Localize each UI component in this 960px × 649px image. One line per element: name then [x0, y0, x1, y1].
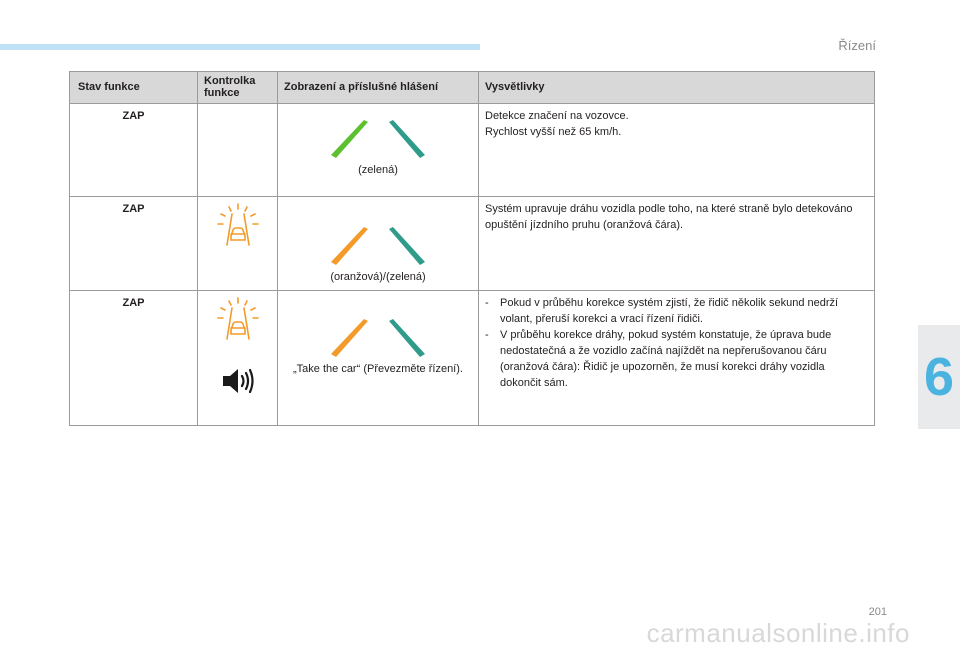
indicator-cell	[198, 104, 278, 197]
display-caption: (zelená)	[358, 164, 398, 177]
list-item: - Pokud v průběhu korekce systém zjistí, že řidič několik sekund nedrží volant, přeruší korekci a vrací řízení řidiči.	[485, 296, 868, 328]
header-indicator: Kontrolka funkce	[198, 72, 278, 104]
explanation-cell	[479, 104, 875, 197]
lane-lines-orange-green-icon	[328, 317, 428, 357]
display-caption: „Take the car“ (Převezměte řízení).	[293, 363, 463, 376]
table-row	[70, 291, 875, 426]
explanation-cell	[479, 291, 875, 426]
page-number: 201	[868, 606, 887, 618]
state-cell: ZAP	[70, 291, 198, 426]
chapter-tab	[918, 325, 960, 429]
header-state: Stav funkce	[70, 72, 198, 104]
lane-departure-warning-icon	[216, 297, 260, 341]
indicator-cell	[198, 291, 278, 426]
explanation-list	[485, 296, 868, 392]
lane-keeping-table	[69, 71, 875, 426]
speaker-icon	[221, 367, 255, 395]
table-header-row	[70, 72, 875, 104]
display-cell	[278, 291, 479, 426]
list-item: - V průběhu korekce dráhy, pokud systém konstatuje, že úprava bude nedostatečná a že vozidlo začíná najíždět na nepřerušovanou čáru (oranžová čára): Řidič je upozorněn, že musí korekci dráhy vozidla dokončit sám.	[485, 328, 868, 392]
indicator-cell	[198, 197, 278, 291]
state-cell: ZAP	[70, 104, 198, 197]
display-caption: (oranžová)/(zelená)	[330, 271, 426, 284]
lane-departure-warning-icon	[216, 203, 260, 247]
state-cell: ZAP	[70, 197, 198, 291]
lane-lines-orange-green-icon	[328, 225, 428, 265]
table-row	[70, 197, 875, 291]
header-explanation: Vysvětlivky	[479, 72, 875, 104]
explanation-line: Rychlost vyšší než 65 km/h.	[485, 126, 622, 139]
chapter-number: 6	[923, 347, 955, 407]
top-accent-bar	[0, 44, 480, 50]
section-title: Řízení	[838, 38, 876, 53]
explanation-cell: Systém upravuje dráhu vozidla podle toho, na které straně bylo detekováno opuštění jízdního pruhu (oranžová čára).	[479, 197, 875, 291]
header-display: Zobrazení a příslušné hlášení	[278, 72, 479, 104]
explanation-line: Detekce značení na vozovce.	[485, 110, 629, 123]
display-cell	[278, 197, 479, 291]
display-cell	[278, 104, 479, 197]
table-row	[70, 104, 875, 197]
watermark: carmanualsonline.info	[646, 618, 910, 648]
lane-lines-green-icon	[328, 118, 428, 158]
